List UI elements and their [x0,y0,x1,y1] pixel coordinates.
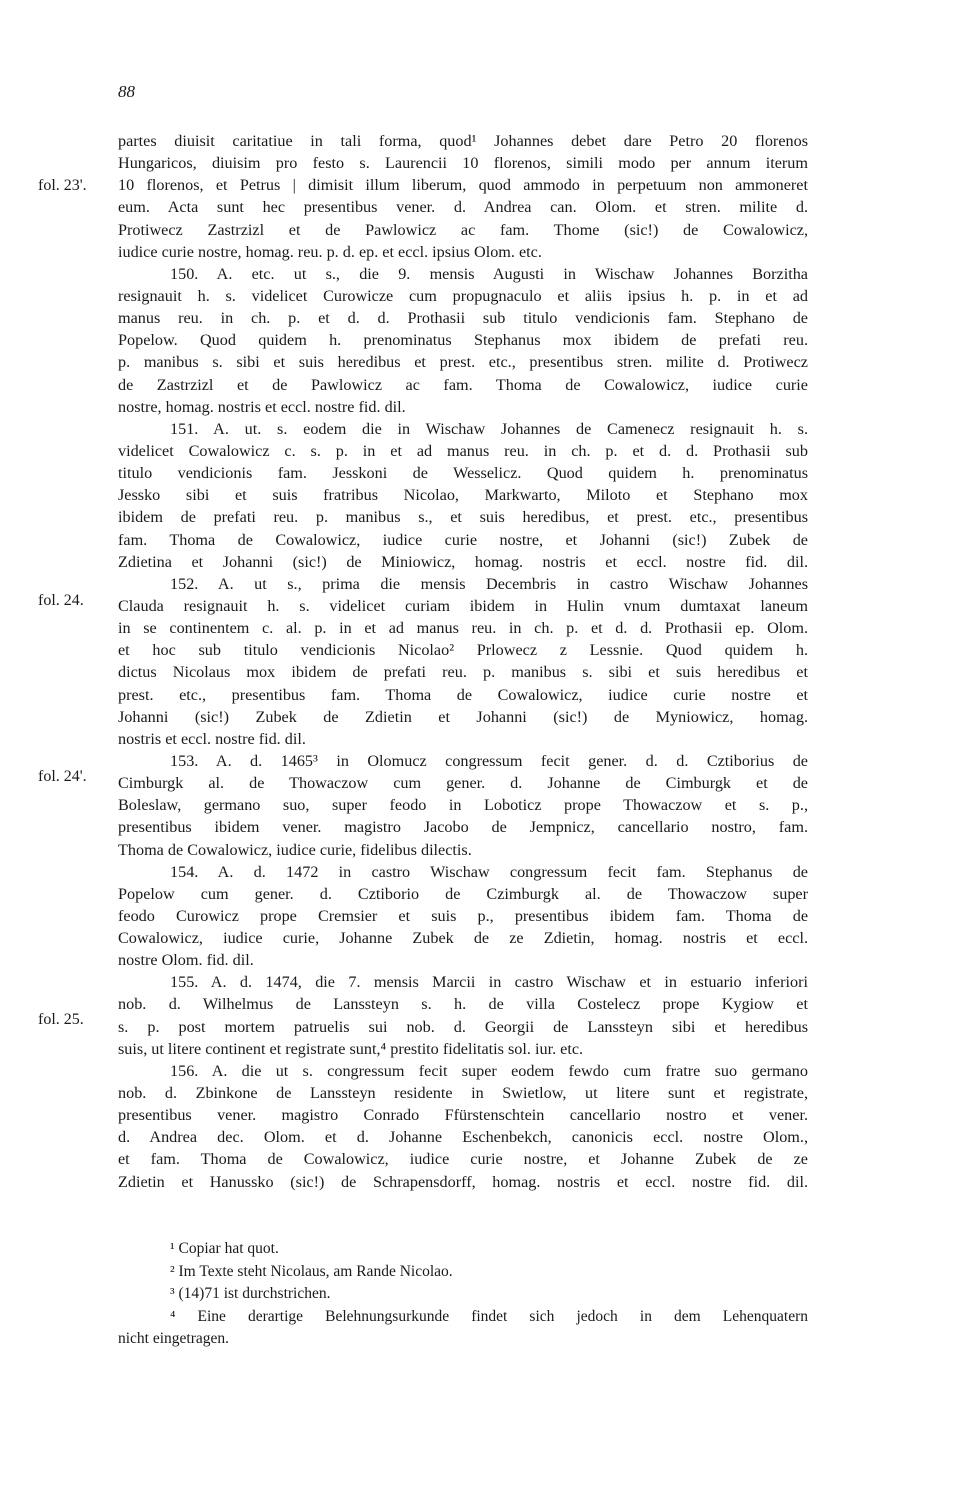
text-line: presentibus ibidem vener. magistro Jacobo de Jempnicz, cancellario nostro, fam. [118,818,808,837]
text-line: et hoc sub titulo vendicionis Nicolao² Prlowecz z Lessnie. Quod quidem h. [118,641,808,660]
footnote-2: ² Im Texte steht Nicolaus, am Rande Nicolao. [170,1262,453,1280]
footnotes [118,1238,808,1351]
main-text [118,130,808,1193]
text-line: Cimburgk al. de Thowaczow cum gener. d. Johanne de Cimburgk et de [118,774,808,793]
text-line: partes diuisit caritatiue in tali forma, quod¹ Johannes debet dare Petro 20 florenos [118,132,808,150]
text-line: prest. etc., presentibus fam. Thoma de Cowalowicz, iudice curie nostre et [118,685,808,704]
text-line: resignauit h. s. videlicet Curowicze cum propugnaculo et aliis ipsius h. p. in et ad [118,286,808,305]
text-line: nostris et eccl. nostre fid. dil. [118,729,306,748]
footnote-1: ¹ Copiar hat quot. [170,1240,279,1257]
text-line: 150. A. etc. ut s., die 9. mensis Augusti in Wischaw Johannes Borzitha [170,264,808,283]
text-line: videlicet Cowalowicz c. s. p. in et ad manus reu. in ch. p. et d. d. Prothasii sub [118,441,808,460]
text-line: titulo vendicionis fam. Jesskoni de Wesselicz. Quod quidem h. prenominatus [118,464,808,483]
text-line: Hungaricos, diuisim pro festo s. Laurencii 10 florenos, simili modo per annum iterum [118,154,808,173]
text-line: Johanni (sic!) Zubek de Zdietin et Johanni (sic!) de Myniowicz, homag. [118,707,808,726]
text-line: p. manibus s. sibi et suis heredibus et prest. etc., presentibus stren. milite d. Protiwecz [118,353,808,372]
text-line: Zdietin et Hanussko (sic!) de Schrapensdorff, homag. nostris et eccl. nostre fid. dil. [118,1172,808,1191]
text-line: 154. A. d. 1472 in castro Wischaw congressum fecit fam. Stephanus de [170,862,808,881]
text-line: de Zastrzizl et de Pawlowicz ac fam. Thoma de Cowalowicz, iudice curie [118,375,808,394]
text-line: et fam. Thoma de Cowalowicz, iudice curie nostre, et Johanne Zubek de ze [118,1150,808,1169]
footnote-3: ³ (14)71 ist durchstrichen. [170,1285,331,1302]
text-line: Zdietina et Johanni (sic!) de Miniowicz, homag. nostris et eccl. nostre fid. dil. [118,552,808,571]
text-line: Boleslaw, germano suo, super feodo in Loboticz prope Thowaczow et s. p., [118,796,808,815]
footnote-4: ⁴ Eine derartige Belehnungsurkunde findet sich jedoch in dem Lehenquatern [170,1307,808,1325]
text-line: Clauda resignauit h. s. videlicet curiam ibidem in Hulin vnum dumtaxat laneum [118,596,808,615]
text-line: nob. d. Wilhelmus de Lanssteyn s. h. de villa Costelecz prope Kygiow et [118,995,808,1014]
text-line: Jessko sibi et suis fratribus Nicolao, Markwarto, Miloto et Stephano mox [118,486,808,505]
margin-note-fol-23v: fol. 23'. [38,177,87,194]
text-line: d. Andrea dec. Olom. et d. Johanne Eschenbekch, canonicis eccl. nostre Olom., [118,1128,808,1147]
text-line: feodo Curowicz prope Cremsier et suis p., presentibus ibidem fam. Thoma de [118,906,808,925]
text-line: manus reu. in ch. p. et d. d. Prothasii sub titulo vendicionis fam. Stephano de [118,309,808,328]
margin-note-fol-25: fol. 25. [38,1011,84,1028]
footnote-4-continuation: nicht eingetragen. [118,1330,230,1347]
text-line: iudice curie nostre, homag. reu. p. d. ep. et eccl. ipsius Olom. etc. [118,242,542,261]
margin-note-fol-24v: fol. 24'. [38,768,87,785]
text-line: 152. A. ut s., prima die mensis Decembris in castro Wischaw Johannes [170,574,808,593]
text-line: nostre Olom. fid. dil. [118,951,254,970]
margin-note-fol-24: fol. 24. [38,592,84,609]
text-line: suis, ut litere continent et registrate sunt,⁴ prestito fidelitatis sol. iur. etc. [118,1039,584,1058]
text-line: presentibus vener. magistro Conrado Ffürstenschtein cancellario nostro et vener. [118,1106,808,1125]
text-line: 10 florenos, et Petrus | dimisit illum liberum, quod ammodo in perpetuum non ammoneret [118,176,808,195]
text-line: fam. Thoma de Cowalowicz, iudice curie nostre, et Johanni (sic!) Zubek de [118,530,808,549]
text-line: in se continentem c. al. p. in et ad manus reu. in ch. p. et d. d. Prothasii ep. Olom. [118,619,808,638]
text-line: s. p. post mortem patruelis sui nob. d. Georgii de Lanssteyn sibi et heredibus [118,1017,808,1036]
text-line: ibidem de prefati reu. p. manibus s., et suis heredibus, et prest. etc., presentibus [118,508,808,527]
text-line: Thoma de Cowalowicz, iudice curie, fidelibus dilectis. [118,840,472,859]
text-line: 155. A. d. 1474, die 7. mensis Marcii in castro Wischaw et in estuario inferiori [170,973,808,992]
text-line: 151. A. ut. s. eodem die in Wischaw Johannes de Camenecz resignauit h. s. [170,419,808,438]
text-line: nob. d. Zbinkone de Lanssteyn residente in Swietlow, ut litere sunt et registrate, [118,1084,808,1103]
text-line: 156. A. die ut s. congressum fecit super eodem fewdo cum fratre suo germano [170,1061,808,1080]
text-line: eum. Acta sunt hec presentibus vener. d. Andrea can. Olom. et stren. milite d. [118,198,808,217]
text-line: Popelow cum gener. d. Cztiborio de Czimburgk al. de Thowaczow super [118,884,808,903]
text-line: nostre, homag. nostris et eccl. nostre fid. dil. [118,397,406,416]
text-line: Popelow. Quod quidem h. prenominatus Stephanus mox ibidem de prefati reu. [118,331,808,350]
text-line: dictus Nicolaus mox ibidem de prefati reu. p. manibus s. sibi et suis heredibus et [118,663,808,682]
page-number: 88 [118,82,135,101]
text-line: Cowalowicz, iudice curie, Johanne Zubek de ze Zdietin, homag. nostris et eccl. [118,929,808,948]
text-line: 153. A. d. 1465³ in Olomucz congressum fecit gener. d. d. Cztiborius de [170,751,808,770]
text-line: Protiwecz Zastrzizl et de Pawlowicz ac fam. Thome (sic!) de Cowalowicz, [118,220,808,239]
